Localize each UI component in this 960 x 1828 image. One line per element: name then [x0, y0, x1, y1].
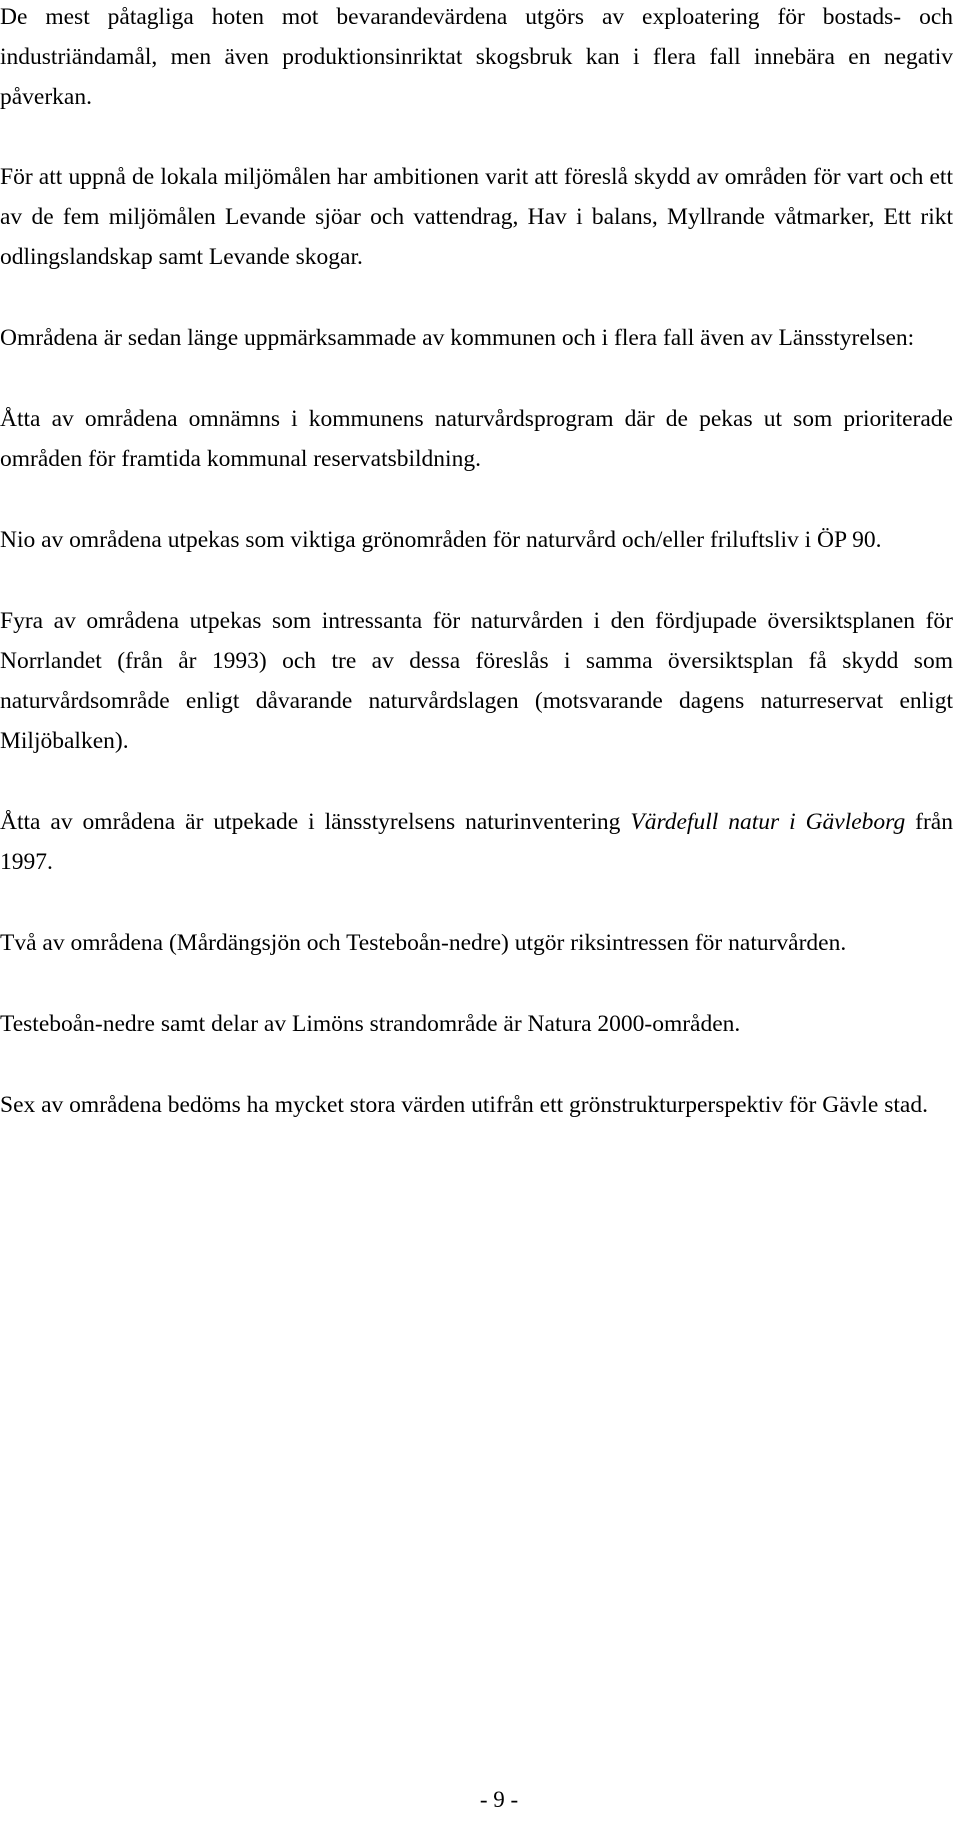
paragraph-green-structure: Sex av områdena bedöms ha mycket stora värden utifrån ett grönstrukturperspektiv för Gävle stad.: [0, 1092, 928, 1118]
paragraph-norrlandet: Fyra av områdena utpekas som intressanta för naturvården i den fördjupade översiktsplanen för Norrlandet (från år 1993) och tre av dessa föreslås i samma översiktsplan få skydd som naturvårdsområde enligt dåvarande naturvårdslagen (motsvarande dagens naturreservat enligt Miljöbalken).: [0, 608, 953, 754]
paragraph-attention: Områdena är sedan länge uppmärksammade av kommunen och i flera fall även av Länsstyrelsen:: [0, 325, 915, 351]
inventory-text-after: från 1997.: [0, 809, 953, 875]
paragraph-threats: De mest påtagliga hoten mot bevarandevärdena utgörs av exploatering för bostads- och industriändamål, men även produktionsinriktat skogsbruk kan i flera fall innebära en negativ påverkan.: [0, 4, 953, 110]
paragraph-op90: Nio av områdena utpekas som viktiga grönområden för naturvård och/eller friluftsliv i ÖP 90.: [0, 527, 882, 553]
paragraph-county-inventory: [0, 802, 953, 882]
paragraph-environmental-goals: För att uppnå de lokala miljömålen har ambitionen varit att föreslå skydd av områden för vart och ett av de fem miljömålen Levande sjöar och vattendrag, Hav i balans, Myllrande våtmarker, Ett rikt odlingslandskap samt Levande skogar.: [0, 164, 953, 270]
inventory-text-before: Åtta av områdena är utpekade i länsstyrelsens naturinventering: [0, 809, 631, 835]
paragraph-natura-2000: Testeboån-nedre samt delar av Limöns strandområde är Natura 2000-områden.: [0, 1011, 741, 1037]
paragraph-nature-program: Åtta av områdena omnämns i kommunens naturvårdsprogram där de pekas ut som prioriterade områden för framtida kommunal reservatsbildning.: [0, 406, 953, 472]
paragraph-national-interest: Två av områdena (Mårdängsjön och Testeboån-nedre) utgör riksintressen för naturvården.: [0, 930, 847, 956]
page-number: - 9 -: [479, 1787, 519, 1812]
publication-title: Värdefull natur i Gävleborg: [630, 809, 906, 835]
